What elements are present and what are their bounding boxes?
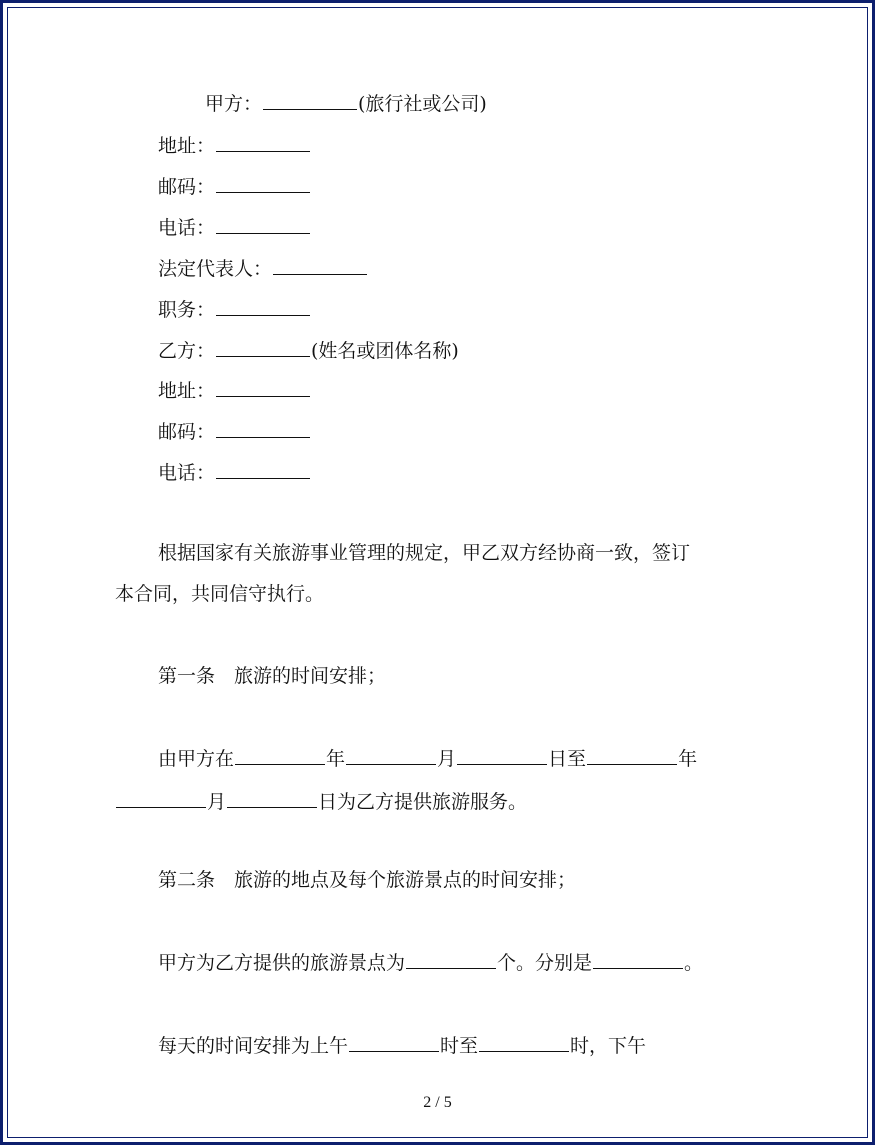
party-b-phone-line bbox=[158, 460, 311, 485]
blank-field bbox=[457, 746, 547, 765]
page-number: 2 / 5 bbox=[423, 1094, 452, 1111]
preamble-line-1: 根据国家有关旅游事业管理的规定，甲乙双方经协商一致，签订 bbox=[158, 542, 691, 564]
article-2-time-line bbox=[158, 1033, 646, 1058]
blank-field bbox=[235, 746, 325, 765]
article-1-text: 由甲方在 bbox=[158, 748, 235, 770]
blank-field bbox=[593, 950, 683, 969]
day-to-label: 日至 bbox=[548, 748, 587, 770]
party-a-legal-rep-line bbox=[158, 256, 368, 281]
article-2-text: 时至 bbox=[440, 1035, 479, 1057]
party-a-legal-rep-label: 法定代表人： bbox=[158, 258, 273, 280]
party-b-phone-label: 电话： bbox=[158, 462, 216, 484]
article-2-title: 第二条 旅游的地点及每个旅游景点的时间安排； bbox=[158, 869, 577, 891]
article-1-line-2 bbox=[115, 789, 527, 814]
party-a-postcode-line bbox=[158, 174, 311, 199]
blank-field bbox=[479, 1033, 569, 1052]
party-b-heading-note: (姓名或团体名称) bbox=[311, 340, 459, 362]
blank-field bbox=[587, 746, 677, 765]
party-b-address-line bbox=[158, 378, 311, 403]
article-2-text: 甲方为乙方提供的旅游景点为 bbox=[158, 952, 406, 974]
article-2-text: 。 bbox=[684, 952, 704, 974]
article-1-title: 第一条 旅游的时间安排； bbox=[158, 665, 387, 687]
blank-field bbox=[216, 378, 310, 397]
month-label: 月 bbox=[207, 791, 227, 813]
blank-field bbox=[216, 297, 310, 316]
party-a-phone-line bbox=[158, 215, 311, 240]
blank-field bbox=[346, 746, 436, 765]
party-b-address-label: 地址： bbox=[158, 380, 216, 402]
party-a-address-line bbox=[158, 133, 311, 158]
article-1-line-1 bbox=[158, 746, 697, 771]
article-2-text: 每天的时间安排为上午 bbox=[158, 1035, 349, 1057]
party-b-heading-line bbox=[158, 338, 459, 363]
party-a-heading-line bbox=[205, 91, 487, 116]
party-a-position-line bbox=[158, 297, 311, 322]
blank-field bbox=[263, 91, 357, 110]
party-a-position-label: 职务： bbox=[158, 299, 216, 321]
article-2-text: 时，下午 bbox=[570, 1035, 647, 1057]
blank-field bbox=[116, 789, 206, 808]
blank-field bbox=[349, 1033, 439, 1052]
year-label: 年 bbox=[326, 748, 346, 770]
blank-field bbox=[273, 256, 367, 275]
party-a-phone-label: 电话： bbox=[158, 217, 216, 239]
party-a-postcode-label: 邮码： bbox=[158, 176, 216, 198]
party-a-address-label: 地址： bbox=[158, 135, 216, 157]
article-2-text: 个。分别是 bbox=[497, 952, 593, 974]
blank-field bbox=[216, 215, 310, 234]
year-label: 年 bbox=[678, 748, 698, 770]
preamble-line-2: 本合同，共同信守执行。 bbox=[115, 583, 325, 605]
blank-field bbox=[216, 419, 310, 438]
article-1-text: 日为乙方提供旅游服务。 bbox=[318, 791, 528, 813]
party-a-heading: 甲方： bbox=[205, 93, 263, 115]
party-a-heading-note: (旅行社或公司) bbox=[358, 93, 487, 115]
blank-field bbox=[216, 174, 310, 193]
party-b-heading: 乙方： bbox=[158, 340, 216, 362]
party-b-postcode-line bbox=[158, 419, 311, 444]
blank-field bbox=[406, 950, 496, 969]
blank-field bbox=[216, 133, 310, 152]
month-label: 月 bbox=[437, 748, 457, 770]
party-b-postcode-label: 邮码： bbox=[158, 421, 216, 443]
blank-field bbox=[227, 789, 317, 808]
article-2-spots-line bbox=[158, 950, 703, 975]
blank-field bbox=[216, 338, 310, 357]
blank-field bbox=[216, 460, 310, 479]
